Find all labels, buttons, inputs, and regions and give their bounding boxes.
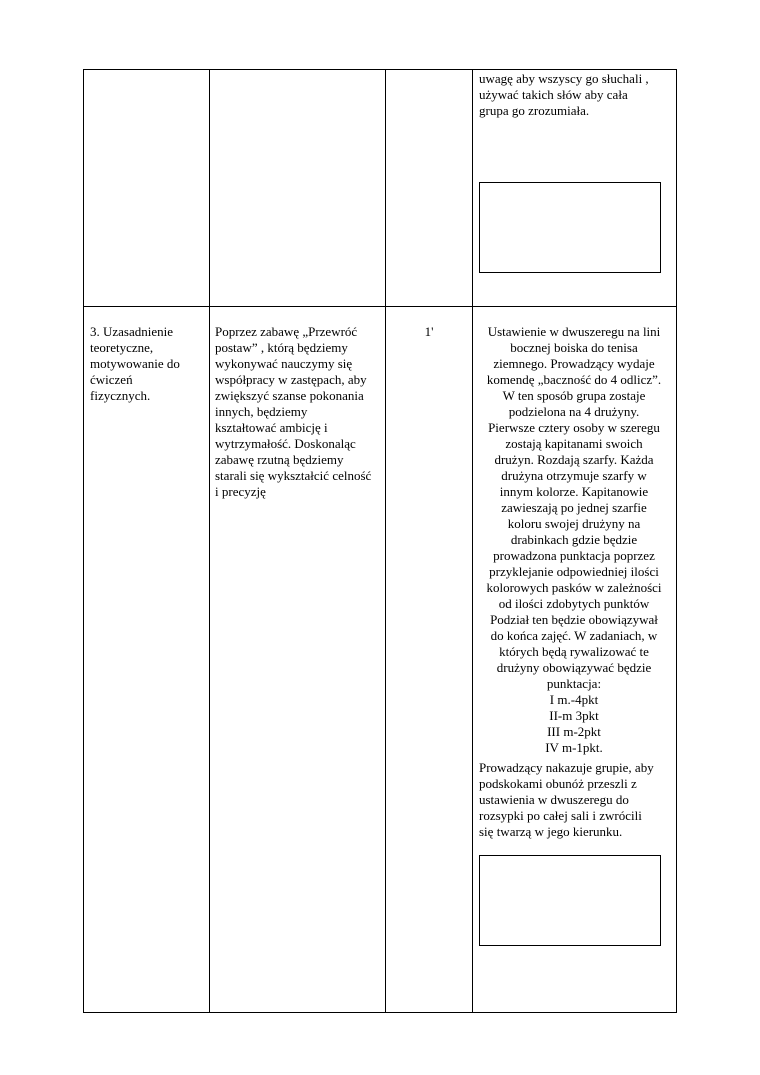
- row-divider: [83, 306, 677, 307]
- row2-activity-description: Ustawienie w dwuszeregu na lini bocznej boiska do tenisa ziemnego. Prowadzący wydaje komendę „baczność do 4 odlicz”. W ten sposób grupa zostaje podzielona na 4 drużyny. Pierwsze cztery osoby w szeregu zostają kapitanami swoich drużyn. Rozdają szarfy. Każda drużyna otrzymuje szarfy w innym kolorze. Kapitanowie zawieszają po jednej szarfie koloru swojej drużyny na drabinkach gdzie będzie prowadzona punktacja poprzez przyklejanie odpowiedniej ilości kolorowych pasków w zależności od ilości zdobytych punktów Podział ten będzie obowiązywał do końca zajęć. W zadaniach, w których będą rywalizować te drużyny obowiązywać będzie punktacja: I m.-4pkt II-m 3pkt III m-2pkt IV m-1pkt.: [486, 324, 662, 755]
- column-divider-1: [209, 69, 210, 1013]
- row2-duration-text: 1': [424, 324, 434, 339]
- row2-drawing-box: [479, 855, 661, 946]
- row2-activity-instruction: Prowadzący nakazuje grupie, aby podskokami obunóż przeszli z ustawienia w dwuszeregu do rozsypki po całej sali i zwrócili się twarzą w jego kierunku.: [479, 760, 654, 839]
- column-divider-3: [472, 69, 473, 1013]
- row1-activity-text: uwagę aby wszyscy go słuchali , używać takich słów aby cała grupa go zrozumiała.: [479, 71, 649, 118]
- table-border-top: [83, 69, 677, 70]
- row2-justification-text: Poprzez zabawę „Przewróć postaw” , którą będziemy wykonywać nauczymy się współpracy w zastępach, aby zwiększyć szanse pokonania innych, będziemy kształtować ambicję i wytrzymałość. Doskonaląc zabawę rzutną będziemy starali się wykształcić celność i precyzję: [215, 324, 372, 499]
- column-divider-2: [385, 69, 386, 1013]
- table-border-left: [83, 69, 84, 1013]
- lesson-plan-table: [83, 69, 677, 1013]
- row1-drawing-box: [479, 182, 661, 273]
- row2-stage-text: 3. Uzasadnienie teoretyczne, motywowanie do ćwiczeń fizycznych.: [90, 324, 180, 403]
- table-border-bottom: [83, 1012, 677, 1013]
- table-border-right: [676, 69, 677, 1013]
